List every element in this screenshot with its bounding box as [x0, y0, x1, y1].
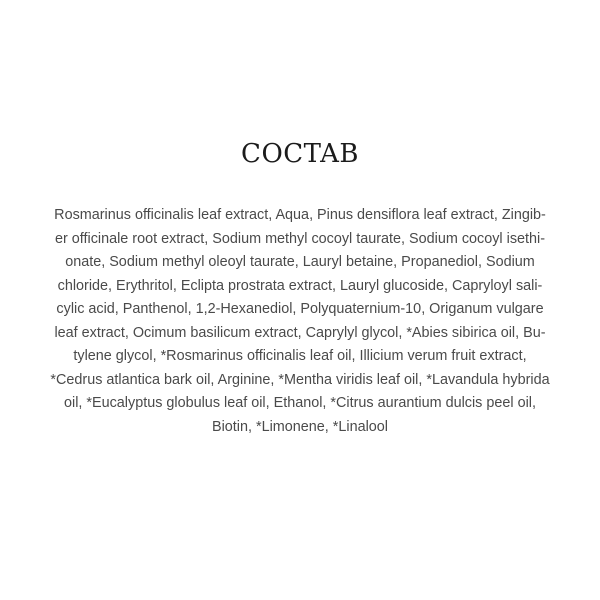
ingredients-line: leaf extract, Ocimum basilicum extract, Caprylyl glycol, *Abies sibirica oil, Bu-	[54, 324, 546, 341]
section-title: COCTAB	[241, 139, 359, 169]
ingredients-line: er officinale root extract, Sodium methyl cocoyl taurate, Sodium cocoyl isethi-	[54, 230, 546, 247]
ingredients-line: tylene glycol, *Rosmarinus officinalis leaf oil, Illicium verum fruit extract,	[73, 348, 527, 364]
ingredients-line: Rosmarinus officinalis leaf extract, Aqua, Pinus densiflora leaf extract, Zingib-	[54, 207, 546, 223]
ingredients-line: cylic acid, Panthenol, 1,2-Hexanediol, Polyquaternium-10, Origanum vulgare	[56, 301, 544, 317]
ingredients-line: onate, Sodium methyl oleoyl taurate, Lauryl betaine, Propanediol, Sodium	[65, 254, 535, 270]
ingredients-list	[30, 204, 570, 439]
ingredients-line: chloride, Erythritol, Eclipta prostrata extract, Lauryl glucoside, Capryloyl sali-	[57, 277, 543, 294]
ingredients-line: *Cedrus atlantica bark oil, Arginine, *Mentha viridis leaf oil, *Lavandula hybrida	[50, 371, 550, 388]
ingredients-line: Biotin, *Limonene, *Linalool	[211, 418, 388, 435]
ingredients-line: oil, *Eucalyptus globulus leaf oil, Ethanol, *Citrus aurantium dulcis peel oil,	[64, 395, 536, 411]
